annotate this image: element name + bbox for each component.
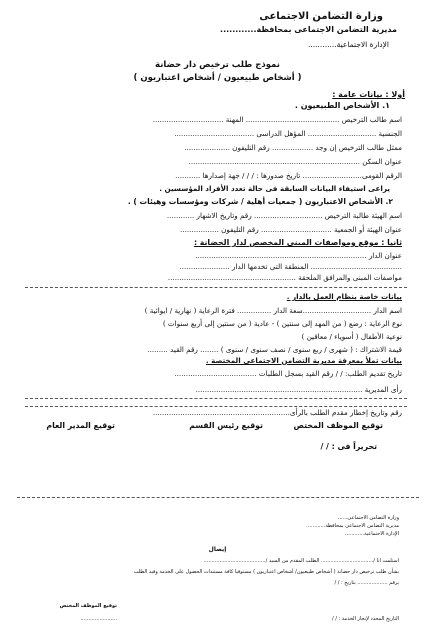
section1-sub2: ٢. الأشخاص الاعتباريون ( جمعيات أهلية / شركات ومؤسسات وهيئات ) .: [127, 197, 393, 206]
receipt-ministry: وزارة التضامن الاجتماعى......: [337, 515, 399, 521]
header-directorate: مديرية التضامن الاجتماعى بمحافظة............: [220, 25, 397, 34]
section3-heading: بيانات خاصة بنظام العمل بالدار .: [286, 292, 402, 301]
service-area-field[interactable]: ........................................ المنطقة التى تخدمها الدار ......................: [179, 262, 402, 271]
national-id-field[interactable]: الرقم القومى.......................... تاريخ صدورها : / / / جهة إصدارها ...........: [175, 171, 402, 180]
section2-heading: ثانيا : موقع ومواصفات المبنى المخصص لدار الحضانة :: [193, 238, 402, 247]
form-title-line2: ( أشخاص طبيعيون / أشخاص اعتباريون ): [133, 73, 302, 83]
house-address-field[interactable]: عنوان الدار ...........................................................................: [195, 251, 402, 260]
divider: [25, 287, 407, 288]
receipt-due-date[interactable]: التاريخ المحدد لإنجاز الخدمة : / /: [332, 616, 399, 622]
receipt-body-line1: بشأن طلب ترخيص دار حضانة ( أشخاص طبيعيون/ أشخاص اعتباريون ) مستوفيا كافة مستندات الحصول على الخدمة وقيد الطلب: [133, 569, 399, 575]
section4-heading: بيانات تملأ بمعرفة مديرية التضامن الاجتماعى المختصة .: [205, 356, 402, 365]
residence-field[interactable]: عنوان السكن ...........................................................................: [188, 157, 402, 166]
header-department: الإدارة الاجتماعية............: [308, 40, 389, 49]
representative-field[interactable]: ممثل طالب الترخيص إن وجد .................. رقم التليفون ....................: [184, 143, 402, 152]
receipt-signature-dots: .......................: [80, 616, 117, 622]
divider: [25, 398, 407, 399]
header-ministry: وزارة التضامن الاجتماعى: [259, 11, 383, 22]
entity-name-field[interactable]: اسم الهيئة طالبة الترخيص .............................. رقم وتاريخ الاشهار ............: [166, 211, 402, 220]
written-on-date[interactable]: تحريراً فى : / /: [320, 442, 377, 451]
section1-note: يراعى استيفاء البيانات السابقة فى حالة تعدد الأفراد المؤسسين .: [159, 184, 390, 193]
notify-field[interactable]: رقم وتاريخ إخطار مقدم الطلب بالرأى............................................................: [152, 408, 402, 417]
signature-director: توقيع المدير العام: [46, 421, 115, 430]
entity-address-field[interactable]: عنوان الهيئة أو الجمعية ............................... رقم التليفون .................: [180, 225, 402, 234]
house-name-field[interactable]: اسم الدار ..............................سعة الدار ............... فترة الرعاية ( نهارية / ايوائية ): [144, 306, 402, 315]
receipt-directorate: مديرية التضامن الاجتماعى بمحافظة............: [306, 523, 399, 529]
children-type-field[interactable]: نوعية الأطفال ( أسوياء / معاقين ): [301, 332, 402, 341]
building-specs-field[interactable]: مواصفات المبنى والمرافق الملحقة ........................................................: [167, 273, 402, 282]
form-title-line1: نموذج طلب ترخيص دار حضانة: [155, 60, 280, 70]
receipt-department: الإدارة الاجتماعية............: [345, 531, 399, 537]
care-type-field[interactable]: نوع الرعاية : رضع ( من المهد إلى سنتين ) - عادية ( من سنتين إلى أربع سنوات ): [162, 319, 402, 328]
nationality-field[interactable]: الجنسية .............................. المؤهل الدراسى ...................................: [174, 129, 402, 138]
divider: [25, 406, 407, 407]
subscription-field[interactable]: قيمة الاشتراك : ( شهرى / ربع سنوى / نصف سنوى / سنوى ) ........ رقم القيد .........: [147, 345, 402, 354]
receipt-title: إيصال: [208, 546, 227, 553]
signature-employee: توقيع الموظف المختص: [293, 421, 383, 430]
cut-line: [17, 497, 419, 498]
section1-sub1: ١. الأشخاص الطبيعيون .: [294, 101, 390, 110]
signature-section-head: توقيع رئيس القسم: [189, 421, 263, 430]
applicant-name-field[interactable]: اسم طالب الترخيص ......................................... المهنة ...............................: [152, 115, 402, 124]
request-date-field[interactable]: تاريخ تقديم الطلب: / / رقم القيد بسجل الطلبات ....................................: [174, 369, 402, 378]
receipt-body-line2[interactable]: برقم ................... بتاريخ : / /: [334, 580, 399, 586]
receipt-signature-employee: توقيع الموظف المختص: [59, 603, 117, 609]
section1-heading: أولا : بيانات عامة :: [332, 90, 405, 99]
directorate-opinion-field[interactable]: رأى المديرية .........................................................................: [195, 385, 402, 394]
receipt-received-from[interactable]: استلمت انا /................................. الطلب المقدم من السيد /.......................................: [203, 558, 399, 564]
